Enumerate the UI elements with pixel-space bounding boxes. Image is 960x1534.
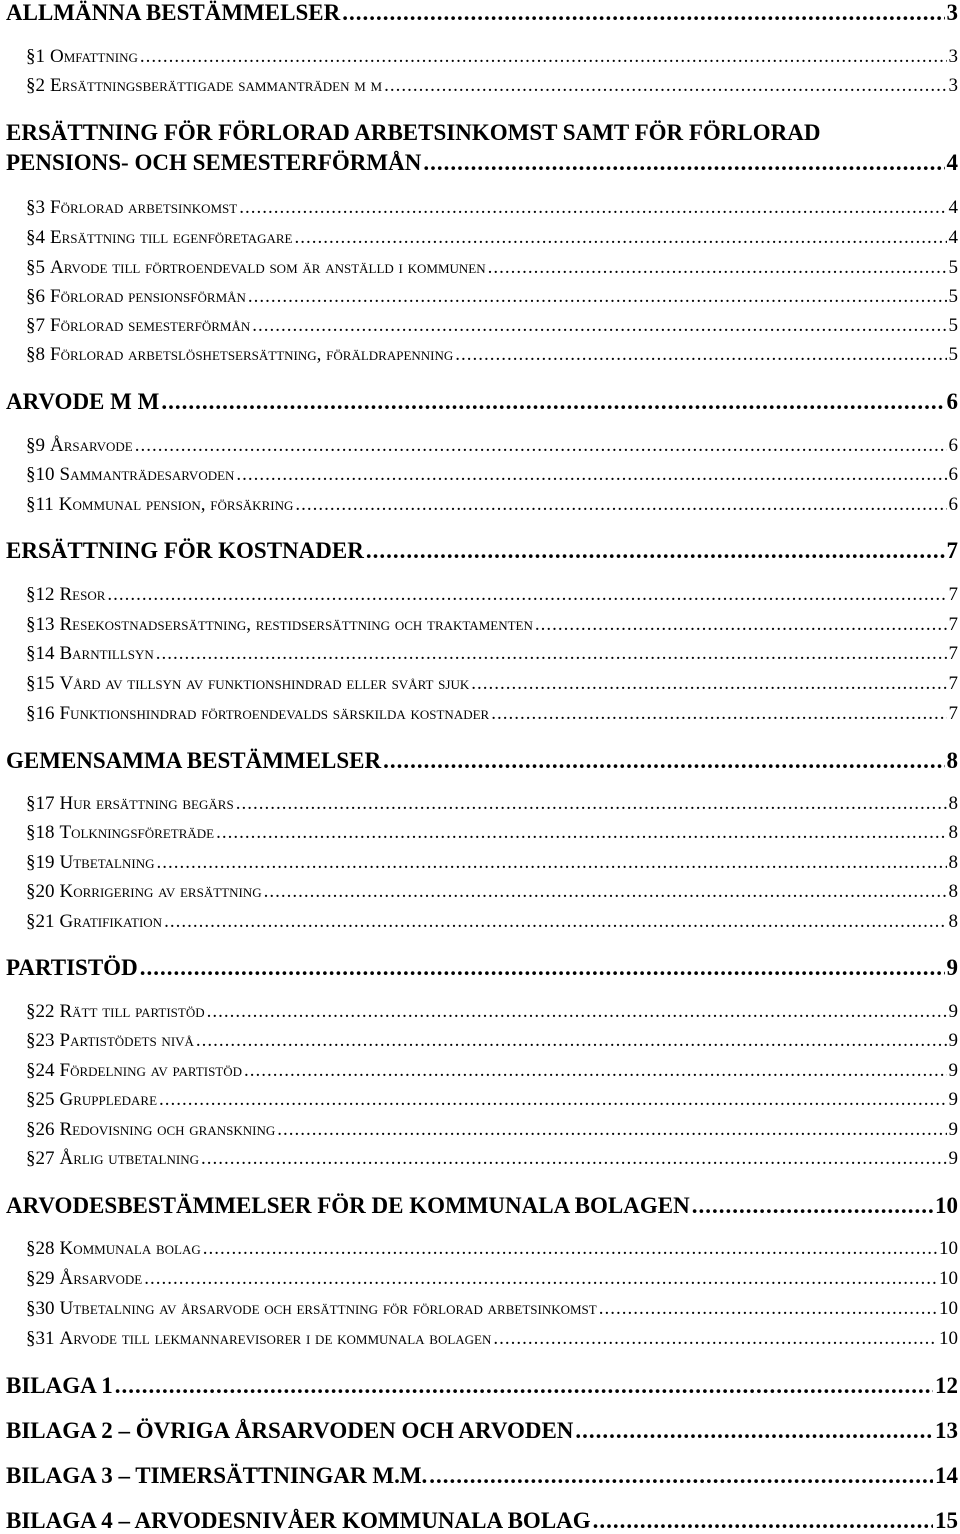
section-symbol: § [26,75,36,96]
dot-leader [366,538,945,564]
toc-heading[interactable] [6,955,958,981]
section-number: 30 [35,1298,55,1319]
toc-section-entry[interactable] [26,703,958,725]
dot-leader [236,464,946,486]
toc-heading-title: ERSÄTTNING FÖR KOSTNADER [6,538,364,563]
page-number: 6 [948,464,958,485]
toc-section-entry[interactable] [26,227,958,249]
toc-heading-title: ALLMÄNNA BESTÄMMELSER [6,0,341,25]
toc-heading[interactable] [6,748,958,774]
dot-leader [342,0,944,26]
section-symbol: § [26,584,36,605]
toc-heading[interactable] [6,389,958,415]
page-number: 6 [948,435,958,456]
dot-leader [244,1060,946,1082]
toc-heading-title: BILAGA 3 – TIMERSÄTTNINGAR M.M. [6,1463,428,1488]
section-number: 31 [35,1328,55,1349]
dot-leader [295,227,947,249]
toc-heading-title: GEMENSAMMA BESTÄMMELSER [6,748,382,773]
page-number: 14 [935,1463,958,1488]
page-number: 8 [948,852,958,873]
section-number: 10 [35,464,55,485]
section-title: Sammanträdesarvoden [59,464,235,485]
page-number: 7 [948,673,958,694]
section-symbol: § [26,344,36,365]
section-symbol: § [26,1001,36,1022]
section-number: 23 [35,1030,55,1051]
section-symbol: § [26,286,36,307]
toc-section-entry[interactable] [26,1298,958,1320]
section-number: 9 [35,435,45,456]
section-symbol: § [26,435,36,456]
dot-leader [488,257,947,279]
section-title: Ersättningsberättigade sammanträden m m [50,75,383,96]
page-number: 9 [948,1148,958,1169]
toc-section-entry[interactable] [26,257,958,279]
section-symbol: § [26,1238,36,1259]
dot-leader [252,315,946,337]
toc-section-entry[interactable] [26,1238,958,1260]
page-number: 10 [935,1193,958,1218]
dot-leader [593,1508,933,1534]
page-number: 10 [939,1268,958,1289]
section-symbol: § [26,614,36,635]
toc-heading[interactable] [6,0,958,26]
dot-leader [264,881,947,903]
page-number: 15 [935,1508,958,1533]
section-number: 6 [35,286,45,307]
toc-section-entry[interactable] [26,1089,958,1111]
section-title: Arvode till förtroendevald som är anställd i kommunen [50,257,486,278]
toc-heading-title: PARTISTÖD [6,955,138,980]
section-number: 29 [35,1268,55,1289]
toc-section-entry[interactable] [26,1328,958,1350]
toc-section-entry[interactable] [26,822,958,844]
section-symbol: § [26,494,36,515]
toc-heading[interactable] [6,1463,958,1489]
section-symbol: § [26,793,36,814]
page-number: 7 [948,584,958,605]
dot-leader [239,197,946,219]
page-number: 7 [948,614,958,635]
section-symbol: § [26,315,36,336]
section-title: Kommunal pension, försäkring [58,494,294,515]
page-number: 9 [948,1119,958,1140]
dot-leader [599,1298,937,1320]
section-title: Redovisning och granskning [59,1119,276,1140]
toc-heading-title: BILAGA 2 – ÖVRIGA ÅRSARVODEN OCH ARVODEN [6,1418,574,1443]
toc-section-entry[interactable] [26,881,958,903]
section-title: Tolkningsföreträde [59,822,215,843]
page-number: 6 [946,389,958,414]
section-title: Gruppledare [59,1089,158,1110]
section-number: 25 [35,1089,55,1110]
dot-leader [423,150,944,176]
page-number: 3 [946,0,958,25]
dot-leader [295,494,946,516]
section-symbol: § [26,1298,36,1319]
page-number: 6 [948,494,958,515]
page-number: 8 [948,793,958,814]
dot-leader [196,1030,947,1052]
section-symbol: § [26,911,36,932]
section-symbol: § [26,197,36,218]
section-number: 21 [35,911,55,932]
section-number: 22 [35,1001,55,1022]
section-number: 16 [35,703,55,724]
page-number: 8 [948,822,958,843]
section-title: Ersättning till egenföretagare [50,227,293,248]
page-number: 9 [946,955,958,980]
section-symbol: § [26,822,36,843]
page-number: 10 [939,1328,958,1349]
page-number: 9 [948,1089,958,1110]
section-title: Arvode till lekmannarevisorer i de kommunala bolagen [59,1328,492,1349]
section-number: 5 [35,257,45,278]
section-number: 4 [35,227,45,248]
section-symbol: § [26,881,36,902]
section-title: Årsarvode [50,435,133,456]
section-number: 11 [35,494,54,515]
toc-section-entry[interactable] [26,75,958,97]
page-number: 9 [948,1060,958,1081]
dot-leader [248,286,947,308]
page-number: 13 [935,1418,958,1443]
dot-leader [159,1089,946,1111]
toc-section-entry[interactable] [26,1060,958,1082]
dot-leader [471,673,946,695]
section-symbol: § [26,464,36,485]
section-title: Resor [59,584,106,605]
toc-section-entry[interactable] [26,1001,958,1023]
toc-heading-title: PENSIONS- OCH SEMESTERFÖRMÅN [6,150,422,175]
section-number: 3 [35,197,45,218]
section-title: Fördelning av partistöd [59,1060,243,1081]
toc-section-entry[interactable] [26,464,958,486]
section-number: 14 [35,643,55,664]
toc-heading[interactable] [6,1373,958,1399]
section-number: 1 [35,46,45,67]
page-number: 9 [948,1030,958,1051]
page-number: 4 [946,150,958,175]
page-number: 3 [948,75,958,96]
section-number: 28 [35,1238,55,1259]
toc-heading[interactable] [6,1193,958,1219]
section-number: 24 [35,1060,55,1081]
section-title: Årlig utbetalning [59,1148,199,1169]
section-symbol: § [26,1148,36,1169]
toc-heading-title: BILAGA 1 [6,1373,113,1398]
toc-section-entry[interactable] [26,494,958,516]
dot-leader [207,1001,947,1023]
toc-heading[interactable] [6,538,958,564]
section-number: 8 [35,344,45,365]
toc-section-entry[interactable] [26,673,958,695]
toc-section-entry[interactable] [26,584,958,606]
dot-leader [491,703,946,725]
dot-leader [429,1463,933,1489]
toc-section-entry[interactable] [26,197,958,219]
page-number: 12 [935,1373,958,1398]
toc-section-entry[interactable] [26,1268,958,1290]
toc-heading-line [6,120,958,146]
page-number: 8 [948,911,958,932]
dot-leader [164,911,946,933]
toc-section-entry[interactable] [26,286,958,308]
section-title: Partistödets nivå [59,1030,194,1051]
section-number: 2 [35,75,45,96]
section-title: Gratifikation [59,911,163,932]
dot-leader [140,955,945,981]
section-title: Utbetalning [59,852,155,873]
page-number: 5 [948,315,958,336]
section-symbol: § [26,227,36,248]
section-symbol: § [26,1268,36,1289]
toc-section-entry[interactable] [26,1148,958,1170]
section-title: Kommunala bolag [59,1238,201,1259]
page-number: 7 [948,643,958,664]
toc-section-entry[interactable] [26,1119,958,1141]
dot-leader [115,1373,933,1399]
dot-leader [575,1418,933,1444]
section-symbol: § [26,643,36,664]
page-number: 4 [948,197,958,218]
dot-leader [493,1328,937,1350]
toc-heading-title: BILAGA 4 – ARVODESNIVÅER KOMMUNALA BOLAG [6,1508,591,1533]
toc-section-entry[interactable] [26,435,958,457]
toc-section-entry[interactable] [26,793,958,815]
dot-leader [156,643,947,665]
toc-section-entry[interactable] [26,614,958,636]
page-number: 10 [939,1298,958,1319]
page-number: 5 [948,286,958,307]
page-number: 7 [946,538,958,563]
section-number: 20 [35,881,55,902]
section-symbol: § [26,673,36,694]
section-number: 13 [35,614,55,635]
page-number: 9 [948,1001,958,1022]
page-number: 5 [948,344,958,365]
section-number: 18 [35,822,55,843]
dot-leader [216,822,946,844]
section-symbol: § [26,1328,36,1349]
dot-leader [383,748,944,774]
section-symbol: § [26,1119,36,1140]
page-number: 3 [948,46,958,67]
toc-section-entry[interactable] [26,852,958,874]
section-title: Korrigering av ersättning [59,881,262,902]
section-title: Årsarvode [59,1268,143,1289]
toc-section-entry[interactable] [26,643,958,665]
dot-leader [203,1238,937,1260]
section-title: Funktionshindrad förtroendevalds särskilda kostnader [59,703,490,724]
section-number: 15 [35,673,55,694]
toc-heading-title: ERSÄTTNING FÖR FÖRLORAD ARBETSINKOMST SAMT FÖR FÖRLORAD [6,120,821,145]
section-symbol: § [26,46,36,67]
section-title: Förlorad arbetslöshetsersättning, föräldrapenning [50,344,454,365]
section-title: Barntillsyn [59,643,154,664]
page-number: 8 [948,881,958,902]
section-number: 26 [35,1119,55,1140]
toc-heading[interactable] [6,150,958,176]
toc-section-entry[interactable] [26,46,958,68]
dot-leader [236,793,947,815]
section-symbol: § [26,852,36,873]
section-symbol: § [26,1030,36,1051]
dot-leader [277,1119,946,1141]
section-symbol: § [26,1060,36,1081]
section-number: 17 [35,793,55,814]
toc-section-entry[interactable] [26,911,958,933]
dot-leader [140,46,947,68]
section-title: Hur ersättning begärs [59,793,234,814]
page-number: 8 [946,748,958,773]
section-number: 7 [35,315,45,336]
section-title: Utbetalning av årsarvode och ersättning för förlorad arbetsinkomst [59,1298,597,1319]
page-number: 4 [948,227,958,248]
page-number: 5 [948,257,958,278]
section-number: 19 [35,852,55,873]
dot-leader [201,1148,947,1170]
section-title: Rätt till partistöd [59,1001,205,1022]
dot-leader [535,614,947,636]
dot-leader [161,389,944,415]
section-number: 27 [35,1148,55,1169]
section-title: Vård av tillsyn av funktionshindrad eller svårt sjuk [59,673,470,694]
section-title: Förlorad pensionsförmån [50,286,246,307]
section-title: Resekostnadsersättning, restidsersättning och traktamenten [59,614,533,635]
section-title: Förlorad arbetsinkomst [50,197,238,218]
dot-leader [144,1268,937,1290]
section-symbol: § [26,703,36,724]
dot-leader [157,852,947,874]
toc-heading[interactable] [6,1508,958,1534]
toc-section-entry[interactable] [26,1030,958,1052]
toc-section-entry[interactable] [26,344,958,366]
section-number: 12 [35,584,55,605]
dot-leader [384,75,946,97]
section-symbol: § [26,1089,36,1110]
toc-heading-title: ARVODESBESTÄMMELSER FÖR DE KOMMUNALA BOLAGEN [6,1193,690,1218]
dot-leader [135,435,947,457]
dot-leader [692,1193,933,1219]
dot-leader [107,584,946,606]
section-title: Omfattning [50,46,138,67]
toc-heading[interactable] [6,1418,958,1444]
dot-leader [455,344,946,366]
toc-heading-title: ARVODE M M [6,389,160,414]
section-title: Förlorad semesterförmån [50,315,251,336]
page-number: 10 [939,1238,958,1259]
page-number: 7 [948,703,958,724]
section-symbol: § [26,257,36,278]
toc-section-entry[interactable] [26,315,958,337]
